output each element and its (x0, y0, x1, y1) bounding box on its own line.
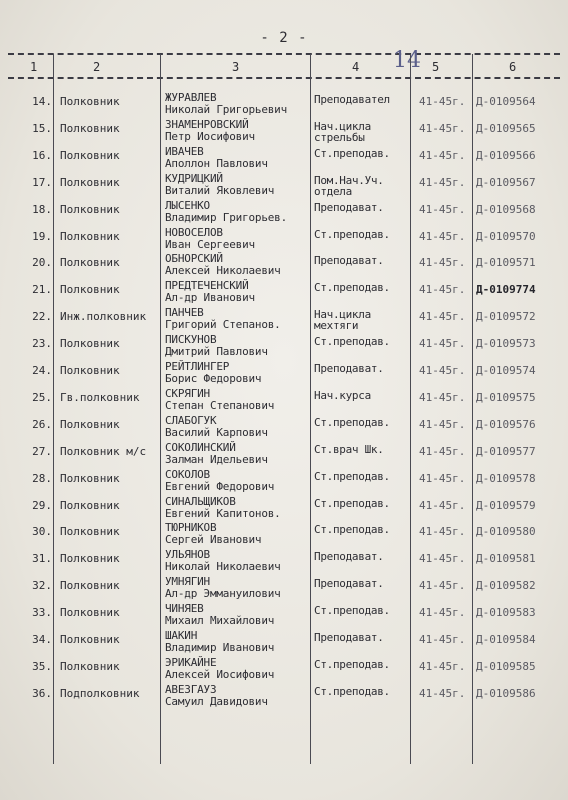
record-id-cell: Д-0109577 (476, 444, 536, 458)
row-number: 15. (32, 121, 52, 135)
given-name-cell: Николай Николаевич (165, 560, 281, 574)
row-number: 14. (32, 95, 52, 108)
row-number: 21. (32, 283, 52, 297)
surname-cell: РЕЙТЛИНГЕР (165, 360, 230, 373)
position-cell: Ст.преподав. (314, 684, 390, 698)
row-number: 30. (32, 525, 52, 539)
row-number: 22. (32, 310, 52, 324)
surname-cell: УМНЯГИН (165, 575, 210, 589)
years-cell: 41-45г. (419, 148, 466, 162)
record-id-cell: Д-0109572 (476, 310, 536, 324)
table-row (0, 386, 568, 418)
years-cell: 41-45г. (419, 390, 466, 404)
record-id-cell: Д-0109584 (476, 633, 536, 646)
position-cell: Нач.цикла (314, 308, 371, 322)
given-name-cell: Аполлон Павлович (165, 156, 268, 170)
table-row (0, 682, 568, 714)
row-number: 19. (32, 229, 52, 243)
row-number: 18. (32, 202, 52, 216)
table-row (0, 440, 568, 472)
record-id-cell: Д-0109574 (476, 364, 536, 377)
record-id-cell: Д-0109567 (476, 175, 536, 189)
record-id-cell: Д-0109575 (476, 390, 536, 404)
given-name-cell: Владимир Григорьев. (165, 210, 288, 224)
given-name-cell: Василий Карпович (165, 425, 268, 439)
given-name-cell: Виталий Яковлевич (165, 183, 275, 197)
row-number: 25. (32, 390, 52, 404)
rank-cell: Полковник (60, 471, 120, 485)
rank-cell: Полковник (60, 659, 120, 673)
col-header-2: 2 (93, 60, 101, 74)
rank-cell: Полковник м/с (60, 444, 147, 458)
row-number: 33. (32, 606, 52, 620)
record-id-cell: Д-0109579 (476, 498, 536, 512)
rank-cell: Полковник (60, 95, 120, 108)
position-cell: Ст.преподав. (314, 523, 390, 537)
given-name-cell: Иван Сергеевич (165, 237, 255, 251)
position-cell: Преподават. (314, 577, 384, 591)
table-row (0, 655, 568, 687)
position-cell: Преподават. (314, 200, 384, 214)
rank-cell: Полковник (60, 579, 120, 593)
given-name-cell: Петр Иосифович (165, 129, 255, 143)
handwritten-margin-mark: 14 (393, 48, 421, 73)
surname-cell: СКРЯГИН (165, 386, 210, 400)
position-cell: Преподавател (314, 93, 390, 106)
record-id-cell: Д-0109582 (476, 579, 536, 593)
surname-cell: ЗНАМЕНРОВСКИЙ (165, 117, 249, 131)
years-cell: 41-45г. (419, 229, 466, 243)
record-id-cell: Д-0109564 (476, 95, 536, 108)
table-row (0, 144, 568, 176)
given-name-cell: Михаил Михайлович (165, 614, 275, 628)
table-row (0, 198, 568, 230)
surname-cell: ТЮРНИКОВ (165, 521, 217, 535)
surname-cell: УЛЬЯНОВ (165, 548, 210, 562)
surname-cell: АВЕЗГАУЗ (165, 682, 217, 696)
table-row (0, 494, 568, 526)
table-row (0, 225, 568, 257)
row-number: 26. (32, 417, 52, 431)
row-number: 36. (32, 686, 52, 700)
years-cell: 41-45г. (419, 552, 466, 566)
surname-cell: ШАКИН (165, 629, 198, 642)
given-name-cell: Сергей Иванович (165, 533, 262, 547)
rank-cell: Инж.полковник (60, 310, 147, 324)
table-row (0, 306, 568, 337)
given-name-cell: Евгений Капитонов. (165, 506, 281, 520)
col-header-5: 5 (432, 60, 440, 74)
table-row (0, 91, 568, 122)
years-cell: 41-45г. (419, 337, 466, 351)
table-row (0, 575, 568, 606)
surname-cell: ЭРИКАЙНЕ (165, 655, 217, 669)
row-number: 20. (32, 256, 52, 270)
position-cell: Преподават. (314, 550, 384, 564)
position-cell: Ст.преподав. (314, 469, 390, 483)
position-cell: Ст.преподав. (314, 335, 390, 349)
table-row (0, 413, 568, 445)
surname-cell: СОКОЛИНСКИЙ (165, 440, 236, 454)
position-cell: Ст.врач Шк. (314, 442, 384, 456)
surname-cell: ИВАЧЕВ (165, 144, 204, 158)
col-header-1: 1 (30, 60, 38, 74)
rank-cell: Полковник (60, 525, 120, 539)
table-row (0, 602, 568, 633)
years-cell: 41-45г. (419, 364, 466, 377)
row-number: 32. (32, 579, 52, 593)
surname-cell: СЛАБОГУК (165, 413, 217, 427)
rank-cell: Полковник (60, 337, 120, 351)
given-name-cell: Самуил Давидович (165, 694, 268, 708)
surname-cell: ПРЕДТЕЧЕНСКИЙ (165, 279, 249, 293)
years-cell: 41-45г. (419, 498, 466, 512)
given-name-cell: Ал-др Эммануилович (165, 587, 281, 601)
position-cell: Преподават. (314, 362, 384, 375)
given-name-cell: Степан Степанович (165, 398, 275, 412)
record-id-cell: Д-0109570 (476, 229, 536, 243)
position-cell: Преподават. (314, 254, 384, 268)
years-cell: 41-45г. (419, 175, 466, 189)
record-id-cell: Д-0109573 (476, 337, 536, 351)
record-id-cell: Д-0109566 (476, 148, 536, 162)
position-cell: Пом.Нач.Уч. (314, 173, 384, 187)
given-name-cell: Ал-др Иванович (165, 291, 255, 305)
record-id-cell: Д-0109583 (476, 606, 536, 620)
rank-cell: Полковник (60, 202, 120, 216)
years-cell: 41-45г. (419, 606, 466, 620)
years-cell: 41-45г. (419, 121, 466, 135)
position-cell: Ст.преподав. (314, 604, 390, 618)
row-number: 17. (32, 175, 52, 189)
given-name-cell: Дмитрий Павлович (165, 345, 268, 359)
years-cell: 41-45г. (419, 202, 466, 216)
position-cell: Ст.преподав. (314, 496, 390, 510)
col-header-6: 6 (509, 60, 517, 74)
surname-cell: ЛЫСЕНКО (165, 198, 210, 212)
row-number: 35. (32, 659, 52, 673)
table-row (0, 333, 568, 364)
table-row (0, 467, 568, 499)
record-id-cell: Д-0109578 (476, 471, 536, 485)
years-cell: 41-45г. (419, 525, 466, 539)
position-cell: Преподават. (314, 631, 384, 644)
surname-cell: ОБНОРСКИЙ (165, 252, 223, 266)
rank-cell: Подполковник (60, 686, 140, 700)
record-id-cell: Д-0109571 (476, 256, 536, 270)
record-id-cell: Д-0109580 (476, 525, 536, 539)
rank-cell: Полковник (60, 417, 120, 431)
rank-cell: Полковник (60, 283, 120, 297)
rank-cell: Полковник (60, 364, 120, 377)
years-cell: 41-45г. (419, 95, 466, 108)
table-row (0, 360, 568, 391)
row-number: 28. (32, 471, 52, 485)
surname-cell: КУДРИЦКИЙ (165, 171, 223, 185)
position-cell: Нач.курса (314, 388, 371, 402)
table-row (0, 629, 568, 660)
given-name-cell: Залман Идельевич (165, 452, 268, 466)
record-id-cell: Д-0109581 (476, 552, 536, 566)
rank-cell: Полковник (60, 148, 120, 162)
page-number: - 2 - (260, 30, 308, 46)
row-number: 29. (32, 498, 52, 512)
years-cell: 41-45г. (419, 417, 466, 431)
col-header-4: 4 (352, 60, 360, 74)
surname-cell: СОКОЛОВ (165, 467, 210, 481)
given-name-cell: Николай Григорьевич (165, 103, 288, 116)
table-row (0, 279, 568, 310)
record-id-cell: Д-0109565 (476, 121, 536, 135)
rank-cell: Гв.полковник (60, 390, 140, 404)
given-name-cell: Владимир Иванович (165, 641, 275, 654)
rank-cell: Полковник (60, 175, 120, 189)
col-header-3: 3 (232, 60, 240, 74)
row-number: 27. (32, 444, 52, 458)
row-number: 24. (32, 364, 52, 377)
years-cell: 41-45г. (419, 256, 466, 270)
years-cell: 41-45г. (419, 444, 466, 458)
rank-cell: Полковник (60, 498, 120, 512)
years-cell: 41-45г. (419, 659, 466, 673)
position-cell: Ст.преподав. (314, 146, 390, 160)
rank-cell: Полковник (60, 633, 120, 646)
position-cell: Ст.преподав. (314, 415, 390, 429)
record-id-cell: Д-0109585 (476, 659, 536, 673)
surname-cell: ПИСКУНОВ (165, 333, 217, 347)
position-cell: Нач.цикла (314, 119, 371, 133)
surname-cell: СИНАЛЬЩИКОВ (165, 494, 236, 508)
record-id-cell: Д-0109774 (476, 283, 536, 297)
years-cell: 41-45г. (419, 283, 466, 297)
surname-cell: ЧИНЯЕВ (165, 602, 204, 616)
years-cell: 41-45г. (419, 471, 466, 485)
given-name-cell: Алексей Иосифович (165, 667, 275, 681)
rank-cell: Полковник (60, 121, 120, 135)
row-number: 34. (32, 633, 52, 646)
rank-cell: Полковник (60, 256, 120, 270)
rank-cell: Полковник (60, 606, 120, 620)
given-name-cell: Григорий Степанов. (165, 318, 281, 332)
record-id-cell: Д-0109568 (476, 202, 536, 216)
position-cell-line2: мехтяги (314, 319, 359, 333)
table-row (0, 521, 568, 552)
years-cell: 41-45г. (419, 310, 466, 324)
years-cell: 41-45г. (419, 633, 466, 646)
position-cell-line2: отдела (314, 184, 352, 198)
header-rule-top (8, 53, 560, 55)
rank-cell: Полковник (60, 552, 120, 566)
row-number: 31. (32, 552, 52, 566)
given-name-cell: Евгений Федорович (165, 479, 275, 493)
table-row (0, 252, 568, 283)
position-cell: Ст.преподав. (314, 657, 390, 671)
row-number: 23. (32, 337, 52, 351)
position-cell-line2: стрельбы (314, 130, 365, 144)
table-row (0, 171, 568, 203)
table-row (0, 117, 568, 149)
given-name-cell: Алексей Николаевич (165, 264, 281, 278)
position-cell: Ст.преподав. (314, 281, 390, 295)
row-number: 16. (32, 148, 52, 162)
header-rule-bottom (8, 77, 560, 79)
surname-cell: ПАНЧЕВ (165, 306, 204, 320)
position-cell: Ст.преподав. (314, 227, 390, 241)
years-cell: 41-45г. (419, 686, 466, 700)
given-name-cell: Борис Федорович (165, 372, 262, 385)
rank-cell: Полковник (60, 229, 120, 243)
surname-cell: ЖУРАВЛЕВ (165, 91, 217, 104)
record-id-cell: Д-0109576 (476, 417, 536, 431)
surname-cell: НОВОСЕЛОВ (165, 225, 223, 239)
record-id-cell: Д-0109586 (476, 686, 536, 700)
table-row (0, 548, 568, 579)
years-cell: 41-45г. (419, 579, 466, 593)
